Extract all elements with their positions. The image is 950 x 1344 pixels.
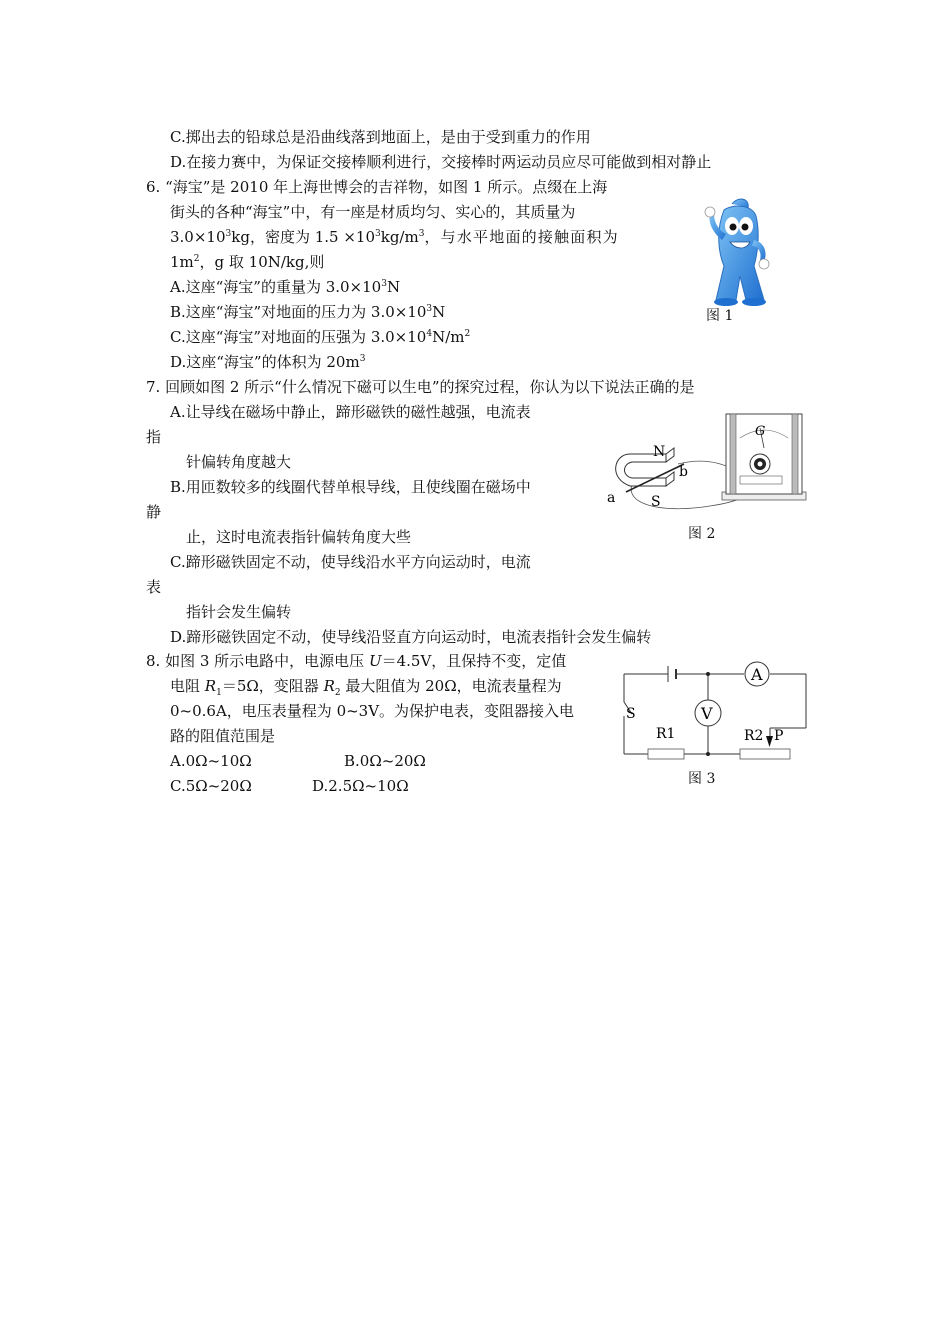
q6-option-b: B.这座“海宝”对地面的压力为 $3.0\times 10^3N$ [170, 303, 446, 321]
resistor-r1-label: R1 [656, 726, 676, 742]
q6-stem-line3: $3.0\times 10^3kg$，密度为 $1.5 \times 10^3kg/m^3$，与水平地面的接触面积为 [170, 228, 619, 246]
rheostat-r2 [740, 749, 790, 759]
figure-3-caption: 图 3 [688, 771, 716, 787]
q6-option-a: A.这座“海宝”的重量为 $3.0\times 10^3N$ [170, 278, 401, 296]
q6-stem-line2: 街头的各种“海宝”中，有一座是材质均匀、实心的，其质量为 [170, 203, 576, 221]
q7-option-a-line2: 指 [146, 428, 162, 446]
q7-option-b-line3: 止，这时电流表指针偏转角度大些 [186, 528, 412, 546]
q8-option-d: D.2.5Ω~10Ω [312, 777, 409, 795]
electromagnetic-induction-figure [600, 408, 810, 518]
wire-end-a: a [607, 490, 616, 506]
wire-end-b: b [679, 464, 688, 480]
q7-option-c-line1: C.蹄形磁铁固定不动，使导线沿水平方向运动时，电流 [170, 553, 531, 571]
q8-stem-line4: 路的阻值范围是 [170, 727, 276, 745]
figure-1-caption: 图 1 [706, 308, 734, 324]
q6-option-c: C.这座“海宝”对地面的压强为 $3.0\times 10^4N/m^2$ [170, 328, 471, 346]
q8-option-c: C.5Ω~20Ω [170, 777, 252, 795]
q7-option-c-line3: 指针会发生偏转 [186, 603, 292, 621]
rheostat-r2-label: R2 [744, 728, 764, 744]
q7-option-d: D.蹄形磁铁固定不动，使导线沿竖直方向运动时，电流表指针会发生偏转 [170, 628, 652, 646]
resistor-r1 [648, 749, 684, 759]
q8-option-a: A.0Ω~10Ω [170, 752, 252, 770]
magnet-pole-n: N [653, 444, 666, 460]
q5-option-d: D.在接力赛中，为保证交接棒顺利进行，交接棒时两运动员应尽可能做到相对静止 [170, 153, 712, 171]
magnet-pole-s: S [651, 494, 661, 510]
q7-option-b-line2: 静 [146, 503, 162, 521]
q7-option-b-line1: B.用匝数较多的线圈代替单根导线，且使线圈在磁场中 [170, 478, 531, 496]
switch-s-label: S [626, 706, 636, 722]
ammeter-label: A [751, 665, 763, 684]
voltmeter-label: V [701, 704, 713, 723]
q5-option-c: C.掷出去的铅球总是沿曲线落到地面上，是由于受到重力的作用 [170, 128, 591, 146]
q8-stem-line2: 电阻 $R_1=5\Omega$，变阻器 $R_2$ 最大阻值为 20Ω，电流表量程为 [170, 677, 562, 698]
haibao-mascot-figure [702, 196, 774, 308]
galvanometer-label-g: G [755, 424, 766, 439]
q7-stem: 7. 回顾如图 2 所示“什么情况下磁可以生电”的探究过程，你认为以下说法正确的是 [146, 378, 695, 396]
figure-2-caption: 图 2 [688, 526, 716, 542]
slider-arrow-icon [766, 736, 773, 747]
q6-stem-line1: 6. “海宝”是 2010 年上海世博会的吉祥物，如图 1 所示。点缀在上海 [146, 178, 608, 196]
junction-dot [706, 672, 710, 676]
q6-stem-line4: $1m^2$，g 取 10N/kg,则 [170, 253, 325, 271]
q7-option-c-line2: 表 [146, 578, 162, 596]
q6-option-d: D.这座“海宝”的体积为 $20m^3$ [170, 353, 366, 371]
q8-stem-line3: 0~0.6A，电压表量程为 0~3V。为保护电表，变阻器接入电 [170, 702, 575, 720]
q7-option-a-line3: 针偏转角度越大 [186, 453, 292, 471]
slider-p-label: P [774, 728, 784, 744]
q7-option-a-line1: A.让导线在磁场中静止，蹄形磁铁的磁性越强，电流表 [170, 403, 531, 421]
q8-option-b: B.0Ω~20Ω [344, 752, 426, 770]
junction-dot [706, 752, 710, 756]
circuit-diagram-figure [610, 660, 810, 766]
q8-stem-line1: 8. 如图 3 所示电路中，电源电压 U＝4.5V，且保持不变，定值 [146, 652, 567, 670]
